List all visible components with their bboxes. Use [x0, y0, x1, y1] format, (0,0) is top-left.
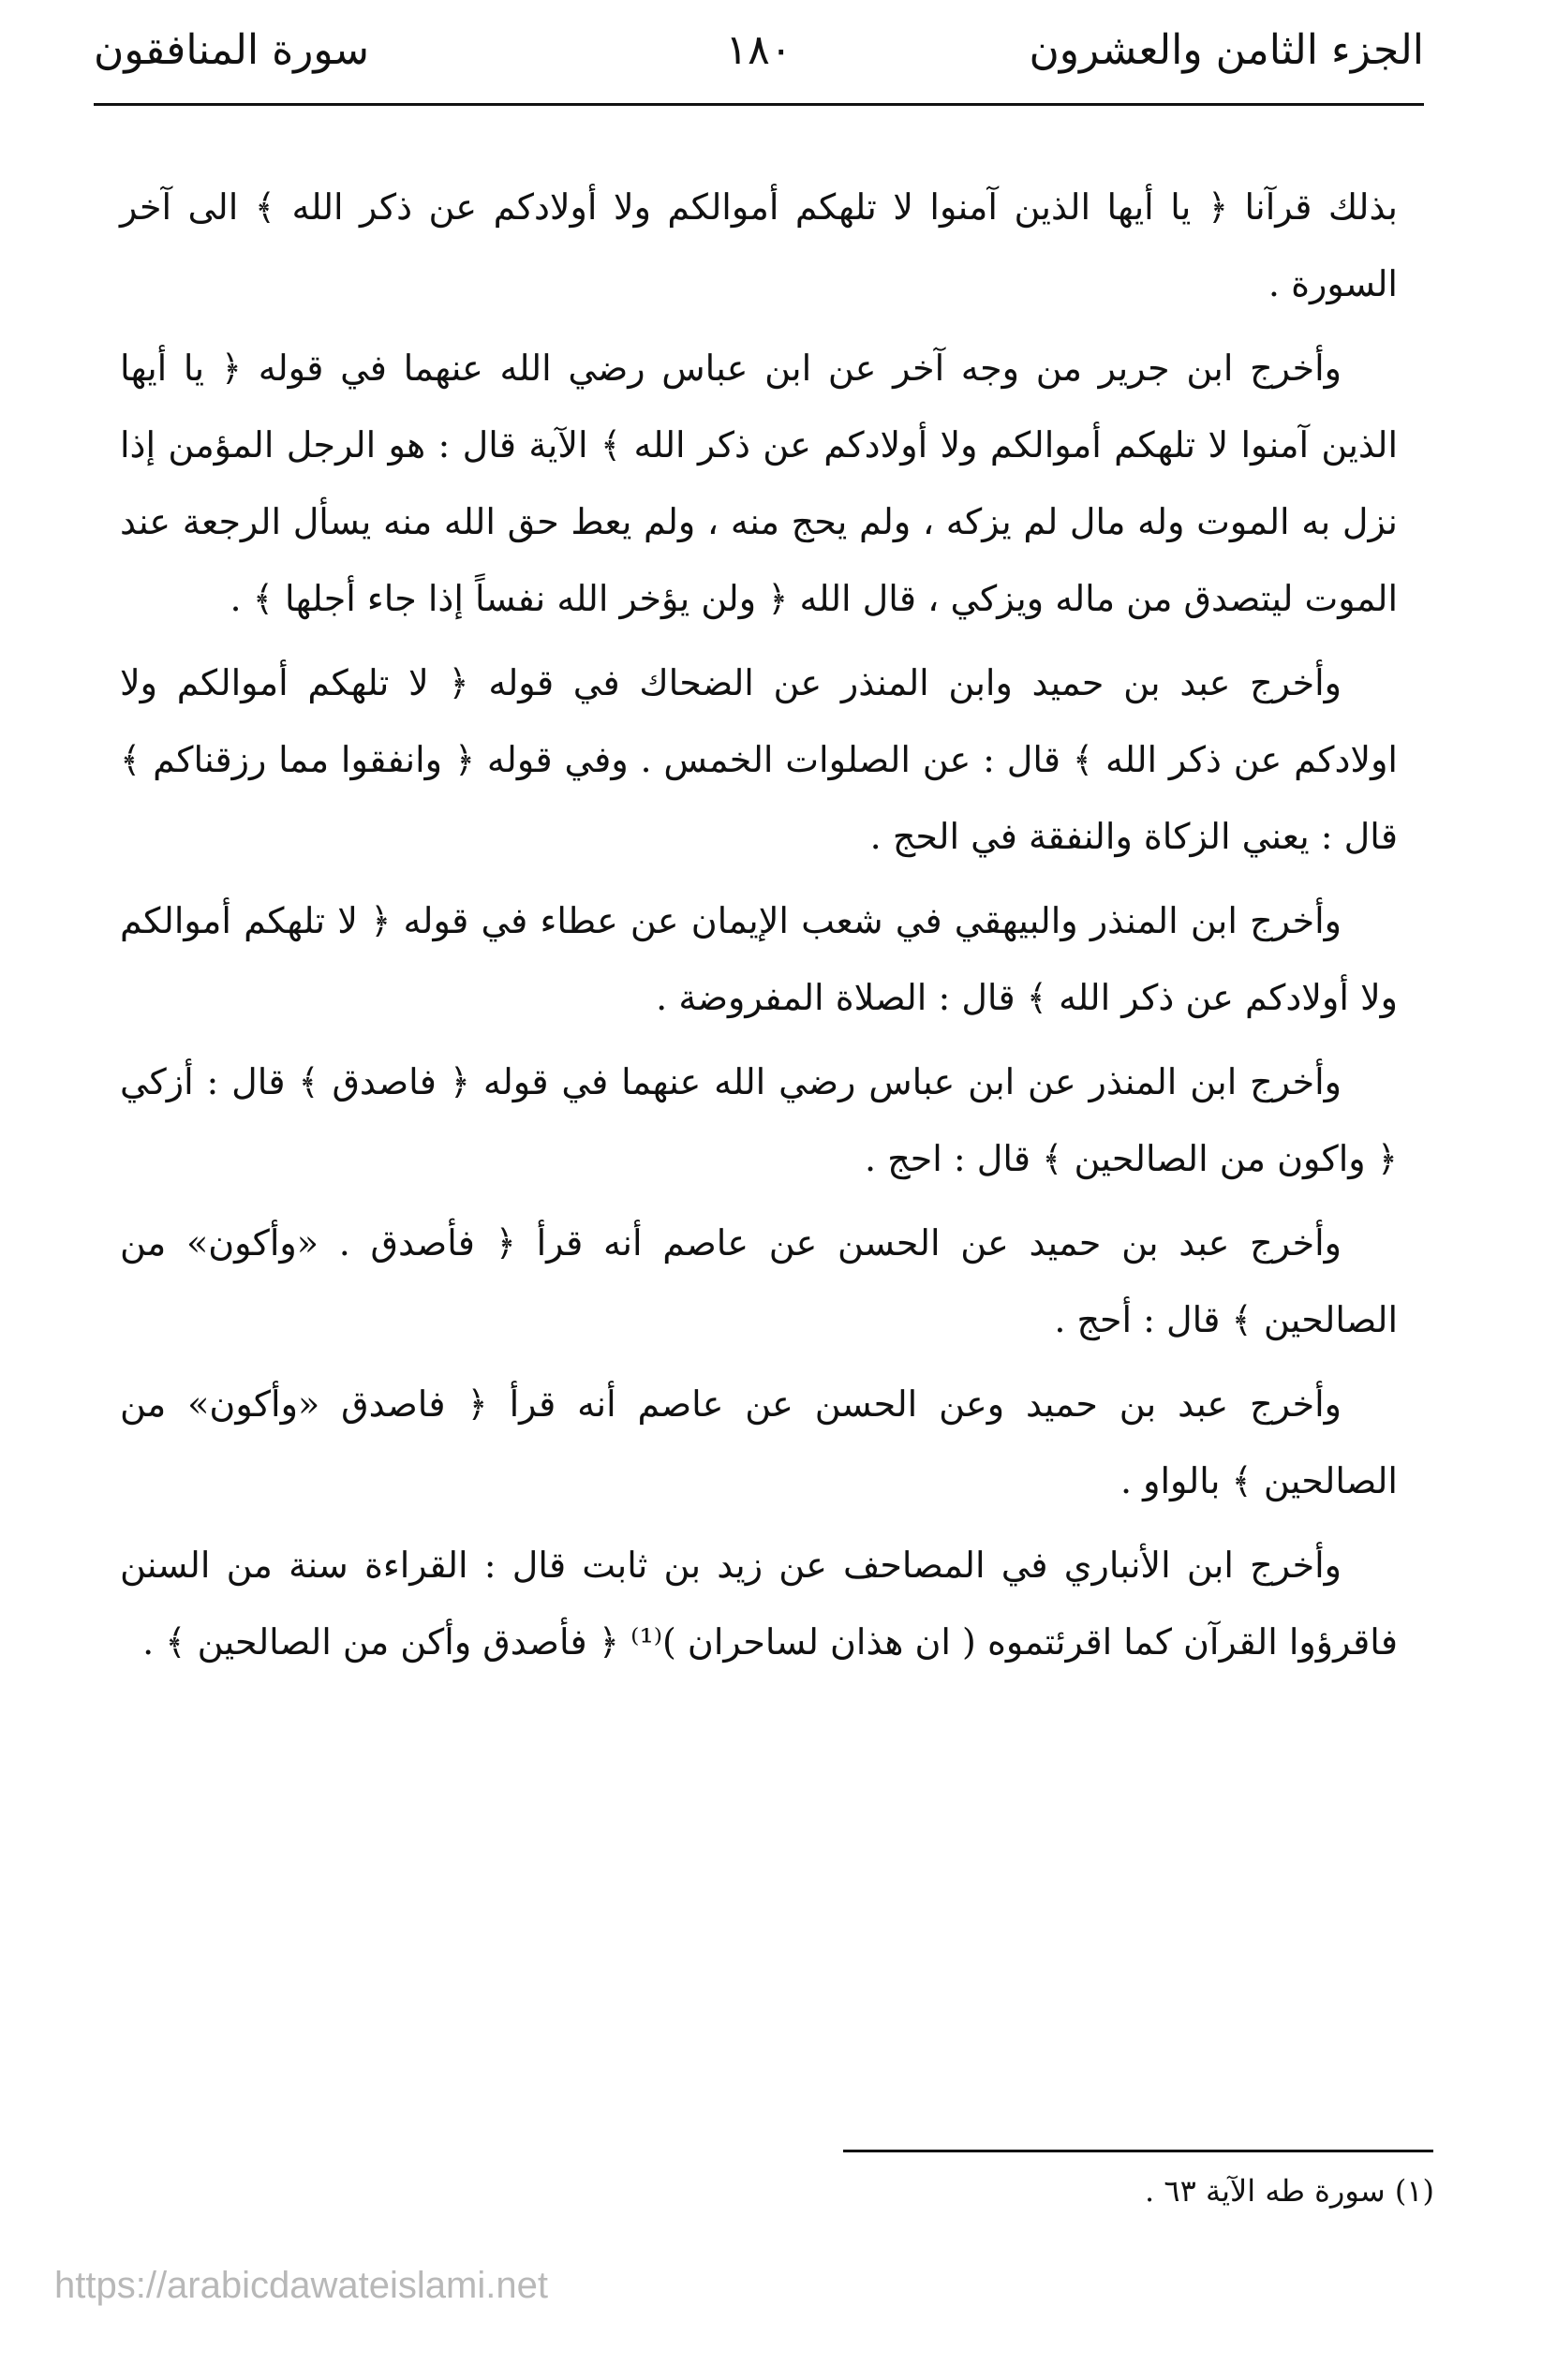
paragraph-5: وأخرج ابن المنذر عن ابن عباس رضي الله عنهما في قوله ﴿ فاصدق ﴾ قال : أزكي ﴿ واكون من الصالحين ﴾ قال : احج .	[120, 1061, 1398, 1179]
paragraph-2: وأخرج ابن جرير من وجه آخر عن ابن عباس رضي الله عنهما في قوله ﴿ يا أيها الذين آمنوا لا تلهكم أموالكم ولا أولادكم عن ذكر الله ﴾ الآية قال : هو الرجل المؤمن إذا نزل به الموت وله مال لم يزكه ، ولم يحج منه ، ولم يعط حق الله منه يسأل الرجعة عند الموت ليتصدق من ماله ويزكي ، قال الله ﴿ ولن يؤخر الله نفساً إذا جاء أجلها ﴾ .	[120, 347, 1398, 619]
part-title: الجزء الثامن والعشرون	[1029, 26, 1424, 74]
paragraph-7: وأخرج عبد بن حميد وعن الحسن عن عاصم أنه قرأ ﴿ فاصدق «وأكون» من الصالحين ﴾ بالواو .	[120, 1383, 1398, 1501]
paragraph-6: وأخرج عبد بن حميد عن الحسن عن عاصم أنه قرأ ﴿ فأصدق . «وأكون» من الصالحين ﴾ قال : أحج .	[120, 1222, 1398, 1340]
paragraph-1: بذلك قرآنا ﴿ يا أيها الذين آمنوا لا تلهكم أموالكم ولا أولادكم عن ذكر الله ﴾ الى آخر السورة .	[120, 186, 1398, 304]
paragraph-3: وأخرج عبد بن حميد وابن المنذر عن الضحاك في قوله ﴿ لا تلهكم أموالكم ولا اولادكم عن ذكر الله ﴾ قال : عن الصلوات الخمس . وفي قوله ﴿ وانفقوا مما رزقناكم ﴾ قال : يعني الزكاة والنفقة في الحج .	[120, 662, 1398, 857]
main-text	[120, 169, 1398, 1688]
surah-title: سورة المنافقون	[94, 26, 369, 74]
footnote-divider	[843, 2150, 1433, 2152]
footnote: (١) سورة طه الآية ٦٣ .	[1145, 2173, 1434, 2209]
page-header	[94, 19, 1424, 94]
paragraph-8: وأخرج ابن الأنباري في المصاحف عن زيد بن ثابت قال : القراءة سنة من السنن فاقرؤوا القرآن كما اقرئتموه ( ان هذان لساحران )⁽¹⁾ ﴿ فأصدق وأكن من الصالحين ﴾ .	[120, 1545, 1398, 1663]
page-number: ١٨٠	[725, 26, 793, 74]
header-divider	[94, 103, 1424, 106]
paragraph-4: وأخرج ابن المنذر والبيهقي في شعب الإيمان عن عطاء في قوله ﴿ لا تلهكم أموالكم ولا أولادكم عن ذكر الله ﴾ قال : الصلاة المفروضة .	[120, 900, 1398, 1018]
watermark-url: https://arabicdawateislami.net	[54, 2265, 548, 2306]
